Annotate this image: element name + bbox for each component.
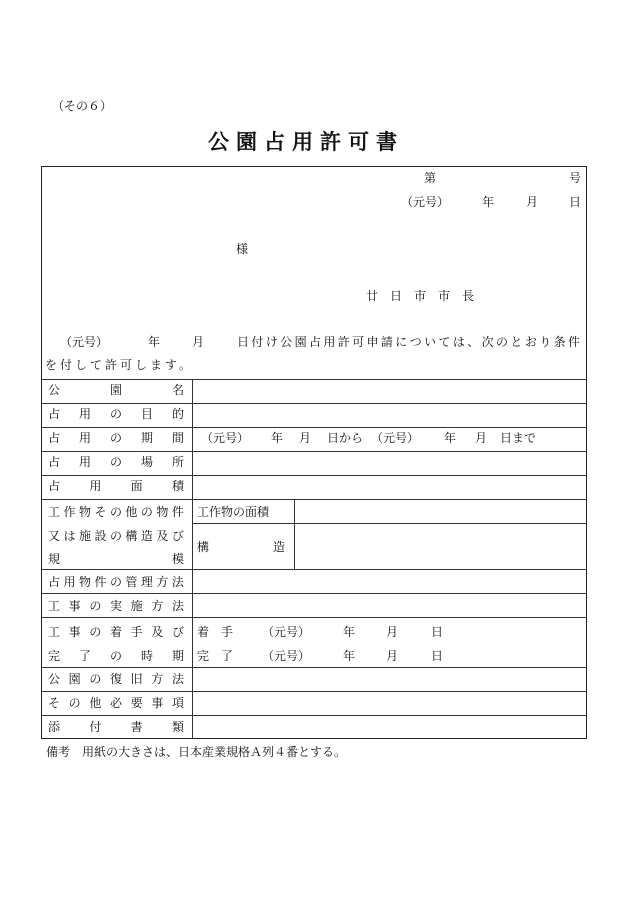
timing-end-day: 日 [431,649,444,663]
period-year-start: 年 [271,431,284,445]
label-char: 面 [130,479,143,493]
label-char: 添 [48,720,61,734]
period-month-start: 月 [299,431,312,445]
label-char: 期 [171,649,184,663]
label-char: 工 [48,505,61,519]
label-char: 書 [130,720,143,734]
label-char: は [63,529,76,543]
label-char: 場 [140,455,153,469]
timing-end-year: 年 [343,649,356,663]
label-timing-line1 [48,626,184,638]
divider [42,617,587,618]
text-char: 件 [567,335,580,349]
timing-start-month: 月 [386,625,399,639]
label-char: 施 [130,599,143,613]
label-restoration [48,673,184,685]
label-char: 作 [63,505,76,519]
label-char: 構 [197,540,210,554]
label-char: 用 [78,431,91,445]
label-char: 類 [171,720,184,734]
label-char: 公 [48,383,61,397]
label-char: の [109,407,122,421]
text-char: 占 [308,335,321,349]
text-char: り [539,335,552,349]
period-day-end: 日まで [500,431,537,445]
label-char: 法 [171,599,184,613]
label-char: 積 [171,479,184,493]
label-char: 手 [130,625,143,639]
divider [42,403,587,404]
label-char: の [109,649,122,663]
number-go: 号 [569,171,582,185]
label-char: 用 [78,455,91,469]
label-structure-line3 [48,553,184,565]
number-dai: 第 [424,171,437,185]
timing-end-month: 月 [386,649,399,663]
divider [42,691,587,692]
label-char: 所 [171,455,184,469]
label-char: び [171,625,184,639]
text-char: い [424,335,437,349]
period-era-end: （元号） [371,431,420,445]
label-char: 施 [78,529,91,543]
label-purpose [48,408,184,420]
label-char: 了 [78,649,91,663]
text-char: と [510,335,523,349]
header-date-era: （元号） [401,195,450,209]
label-char: 時 [140,649,153,663]
header-date-year: 年 [482,195,495,209]
label-char: 工 [48,599,61,613]
timing-start-era: （元号） [262,625,311,639]
period-month-end: 月 [475,431,488,445]
label-char: 設 [94,529,107,543]
form-number-label: （その６） [52,99,113,113]
label-char: 用 [78,407,91,421]
label-char: 公 [48,672,61,686]
label-char: の [109,529,122,543]
timing-end-label: 完 了 [197,649,234,663]
label-char: 管 [125,575,138,589]
label-char: そ [48,696,61,710]
divider [42,569,587,570]
label-period [48,432,184,444]
text-char: 許 [337,335,350,349]
text-char: 日 [237,335,250,349]
label-char: 事 [68,625,81,639]
divider [192,523,587,524]
column-divider [192,379,193,739]
label-char: 物 [156,505,169,519]
header-date-day: 日 [569,195,582,209]
label-char: 付 [89,720,102,734]
period-year-end: 年 [444,431,457,445]
label-char: 要 [130,696,143,710]
label-char: 園 [68,672,81,686]
timing-start-label: 着 手 [197,625,234,639]
label-char: 模 [171,552,184,566]
header-date-month: 月 [526,195,539,209]
text-char: 園 [294,335,307,349]
label-char: 件 [171,505,184,519]
body-year: 年 [148,335,161,349]
text-char: 可 [352,335,365,349]
label-char: 必 [109,696,122,710]
label-char: 他 [89,696,102,710]
label-char: 造 [140,529,153,543]
label-structure [197,541,285,553]
label-char: 事 [151,696,164,710]
label-char: 方 [156,575,169,589]
column-divider [294,499,295,569]
label-char: の [89,625,102,639]
label-management [48,576,184,588]
text-char: 公 [280,335,293,349]
label-char: 期 [140,431,153,445]
label-char: 又 [48,529,61,543]
label-char: 占 [48,479,61,493]
label-char: 方 [151,599,164,613]
text-char: 条 [553,335,566,349]
text-char: に [395,335,408,349]
label-place [48,456,184,468]
label-char: の [140,505,153,519]
body-text-line2: を付して許可します。 [45,358,195,372]
text-char: お [524,335,537,349]
text-char: つ [409,335,422,349]
divider [42,715,587,716]
label-char: の [109,575,122,589]
label-char: の [109,431,122,445]
label-char: 旧 [130,672,143,686]
label-char: 間 [171,431,184,445]
text-char: け [265,335,278,349]
label-char: 法 [171,672,184,686]
period-day-start: 日から [327,431,364,445]
divider [42,593,587,594]
text-char: の [496,335,509,349]
label-char: の [89,672,102,686]
label-char: 及 [156,529,169,543]
divider [42,499,587,500]
timing-start-day: 日 [431,625,444,639]
label-char: 事 [68,599,81,613]
divider [42,451,587,452]
label-char: 占 [48,431,61,445]
text-char: は [452,335,465,349]
label-char: 用 [89,479,102,493]
label-char: 法 [171,575,184,589]
label-method [48,600,184,612]
page-title: 公園占用許可書 [208,129,404,154]
divider [42,427,587,428]
text-char: 申 [366,335,379,349]
label-char: 復 [109,672,122,686]
label-park-name [48,384,184,396]
label-char: の [89,599,102,613]
body-month: 月 [192,335,205,349]
text-char: 次 [481,335,494,349]
label-char: 物 [78,505,91,519]
body-text-line1 [237,336,580,348]
label-char: 及 [151,625,164,639]
label-char: 物 [78,575,91,589]
period-era-start: （元号） [201,431,250,445]
label-structure-line2 [48,530,184,542]
label-char: 目 [140,407,153,421]
divider [42,667,587,668]
text-char: 用 [323,335,336,349]
label-attachments [48,721,184,733]
body-era: （元号） [60,335,109,349]
label-char: 完 [48,649,61,663]
label-char: 占 [48,407,61,421]
issuer-name: 廿 日 市 市 長 [366,289,475,303]
label-area [48,480,184,492]
label-char: 実 [109,599,122,613]
label-char: 造 [272,540,285,554]
label-char: 他 [125,505,138,519]
divider [42,379,587,380]
text-char: 付 [251,335,264,349]
label-char: 園 [109,383,122,397]
timing-end-era: （元号） [262,649,311,663]
label-structure-line1 [48,506,184,518]
label-char: そ [94,505,107,519]
label-char: 名 [171,383,184,397]
label-timing-line2 [48,650,184,662]
label-char: の [109,505,122,519]
label-char: 工 [48,625,61,639]
label-char: び [171,529,184,543]
label-char: 的 [171,407,184,421]
label-structure-area: 工作物の面積 [197,505,270,519]
label-other [48,697,184,709]
label-char: 項 [171,696,184,710]
timing-start-year: 年 [343,625,356,639]
label-char: 方 [151,672,164,686]
label-char: 規 [48,552,61,566]
label-char: 構 [125,529,138,543]
label-char: 占 [48,455,61,469]
label-char: の [68,696,81,710]
label-char: 用 [63,575,76,589]
addressee-honorific: 様 [236,242,249,256]
footnote: 備考 用紙の大きさは、日本産業規格Ａ列４番とする。 [46,745,347,759]
label-char: 件 [94,575,107,589]
text-char: 、 [467,335,480,349]
text-char: 請 [380,335,393,349]
label-char: 占 [48,575,61,589]
label-char: の [109,455,122,469]
divider [42,475,587,476]
label-char: 着 [109,625,122,639]
text-char: て [438,335,451,349]
label-char: 理 [140,575,153,589]
